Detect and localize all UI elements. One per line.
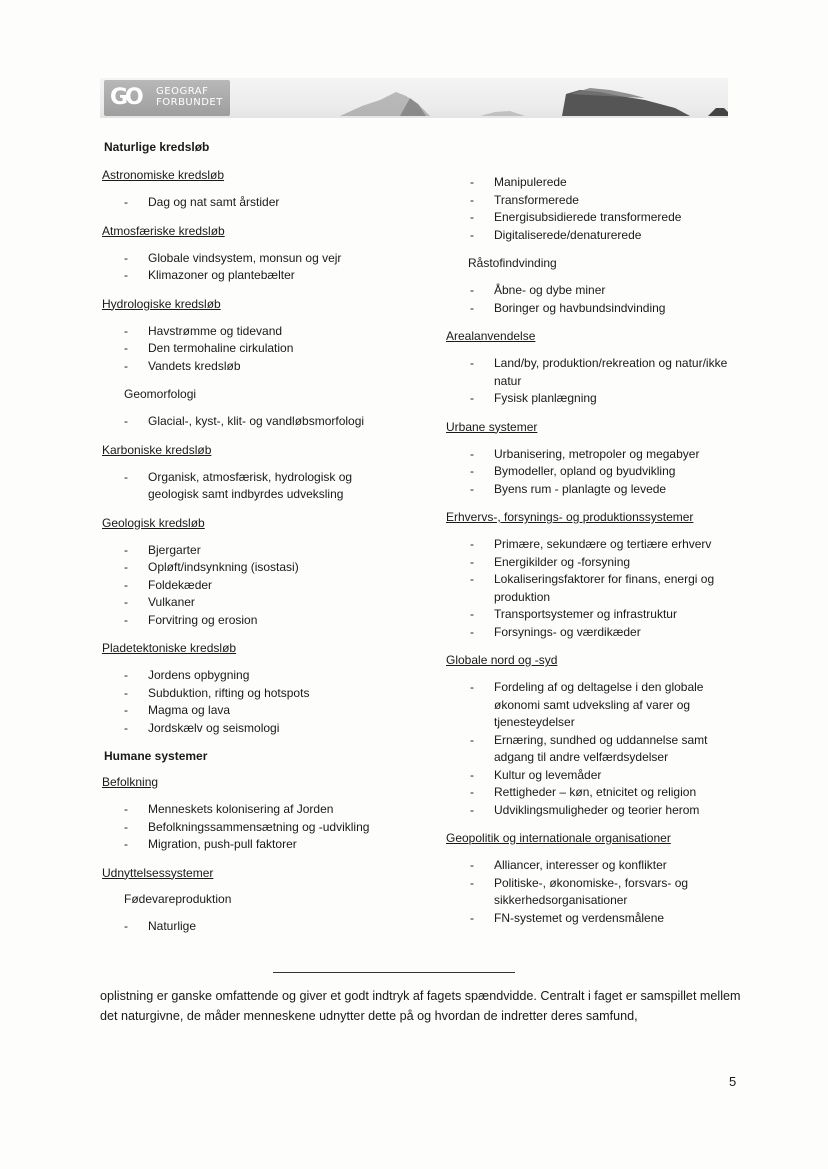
list-item: - Primære, sekundære og tertiære erhverv [444, 536, 744, 554]
subheading-raw-materials: Råstofindvinding [468, 256, 557, 270]
heading-geopolitics: Geopolitik og internationale organisationer [446, 831, 671, 845]
heading-business-systems: Erhvervs-, forsynings- og produktionssystemer [446, 510, 694, 524]
heading-population: Befolkning [102, 775, 159, 789]
list-food-production [100, 918, 440, 936]
logo-line-2: FORBUNDET [156, 97, 223, 108]
list-item: - Vandets kredsløb [100, 358, 440, 376]
list-item: - Transportsystemer og infrastruktur [444, 606, 744, 624]
list-food-production-cont [444, 174, 744, 244]
list-item: - Organisk, atmosfærisk, hydrologisk og geologisk samt indbyrdes udveksling [100, 469, 398, 504]
right-column [444, 174, 744, 939]
list-atmospheric [100, 250, 440, 285]
list-item: - Transformerede [444, 192, 744, 210]
logo-text [156, 86, 228, 108]
footnote-divider [273, 972, 515, 973]
list-item: - Vulkaner [100, 594, 440, 612]
list-geomorphology [100, 413, 440, 431]
list-item: - Alliancer, interesser og konflikter [444, 857, 744, 875]
heading-urban-systems: Urbane systemer [446, 419, 538, 434]
heading-geological: Geologisk kredsløb [102, 515, 205, 530]
list-plate-tectonics [100, 667, 440, 737]
list-item: - Bymodeller, opland og byudvikling [444, 463, 744, 481]
list-item: - Åbne- og dybe miner [444, 282, 744, 300]
list-item: - Bjergarter [100, 542, 440, 560]
heading-plate-tectonics: Pladetektoniske kredsløb [102, 641, 237, 655]
section-title-human-systems: Humane systemer [104, 749, 208, 763]
list-item: - Globale vindsystem, monsun og vejr [100, 250, 440, 268]
list-item: - Subduktion, rifting og hotspots [100, 685, 440, 703]
heading-atmospheric: Atmosfæriske kredsløb [102, 223, 225, 238]
list-item: - Boringer og havbundsindvinding [444, 300, 744, 318]
list-item: - Udviklingsmuligheder og teorier herom [444, 802, 744, 820]
list-population [100, 801, 440, 854]
list-geopolitics [444, 857, 744, 927]
list-item: - Kultur og levemåder [444, 767, 744, 785]
heading-hydrological: Hydrologiske kredsløb [102, 296, 221, 311]
list-item: - Naturlige [100, 918, 440, 936]
list-hydrological [100, 323, 440, 376]
logo-line-1: GEOGRAF [156, 86, 209, 97]
heading-exploitation-systems: Udnyttelsessystemer [102, 865, 214, 880]
list-item: - Opløft/indsynkning (isostasi) [100, 559, 440, 577]
list-item: - Fysisk planlægning [444, 390, 744, 408]
heading-land-use: Arealanvendelse [446, 329, 536, 343]
list-item: - Byens rum - planlagte og levede [444, 481, 744, 499]
list-item: - Befolkningssammensætning og -udvikling [100, 819, 440, 837]
list-item: - Menneskets kolonisering af Jorden [100, 801, 440, 819]
heading-carbon: Karboniske kredsløb [102, 442, 212, 457]
list-item: - Migration, push-pull faktorer [100, 836, 440, 854]
section-title-natural-cycles: Naturlige kredsløb [104, 140, 210, 154]
list-item: - Energikilder og -forsyning [444, 554, 744, 572]
geograf-forbundet-logo [104, 80, 230, 116]
list-item: - Ernæring, sundhed og uddannelse samt adgang til andre velfærdsydelser [444, 732, 714, 767]
list-item: - Havstrømme og tidevand [100, 323, 440, 341]
list-urban-systems [444, 446, 744, 499]
list-item: - Manipulerede [444, 174, 744, 192]
heading-astronomical: Astronomiske kredsløb [102, 168, 225, 182]
list-item: - Forsynings- og værdikæder [444, 624, 744, 642]
left-column [100, 140, 440, 947]
subheading-food-production: Fødevareproduktion [124, 891, 232, 906]
list-item: - Jordskælv og seismologi [100, 720, 440, 738]
list-item: - Politiske-, økonomiske-, forsvars- og sikkerhedsorganisationer [444, 875, 704, 910]
heading-global-north-south: Globale nord og -syd [446, 653, 558, 667]
list-item: - Digitaliserede/denaturerede [444, 227, 744, 245]
list-global-north-south [444, 679, 744, 819]
list-item: - Glacial-, kyst-, klit- og vandløbsmorfologi [100, 413, 440, 431]
list-business-systems [444, 536, 744, 641]
list-item: - Land/by, produktion/rekreation og natur/ikke natur [444, 355, 740, 390]
list-raw-materials [444, 282, 744, 317]
list-geological [100, 542, 440, 630]
list-item: - Rettigheder – køn, etnicitet og religion [444, 784, 744, 802]
list-item: - Jordens opbygning [100, 667, 440, 685]
page-number: 5 [729, 1074, 737, 1089]
list-item: - Energisubsidierede transformerede [444, 209, 744, 227]
logo-mark: GO [110, 85, 141, 110]
list-item: - Dag og nat samt årstider [100, 194, 440, 212]
body-paragraph: oplistning er ganske omfattende og giver et godt indtryk af fagets spændvidde. Centralt i faget er samspillet mellem det naturgivne, de måder menneskene udnytter dette på og hvordan de indretter deres samfund, [100, 989, 741, 1023]
list-carbon [100, 469, 440, 504]
list-astronomical [100, 194, 440, 212]
list-item: - Den termohaline cirkulation [100, 340, 440, 358]
list-item: - FN-systemet og verdensmålene [444, 910, 744, 928]
list-item: - Fordeling af og deltagelse i den globale økonomi samt udveksling af varer og tjenesteydelser [444, 679, 704, 732]
list-land-use [444, 355, 744, 408]
list-item: - Klimazoner og plantebælter [100, 267, 440, 285]
list-item: - Forvitring og erosion [100, 612, 440, 630]
subheading-geomorphology: Geomorfologi [124, 387, 197, 401]
list-item: - Lokaliseringsfaktorer for finans, energi og produktion [444, 571, 724, 606]
list-item: - Foldekæder [100, 577, 440, 595]
list-item: - Magma og lava [100, 702, 440, 720]
list-item: - Urbanisering, metropoler og megabyer [444, 446, 744, 464]
